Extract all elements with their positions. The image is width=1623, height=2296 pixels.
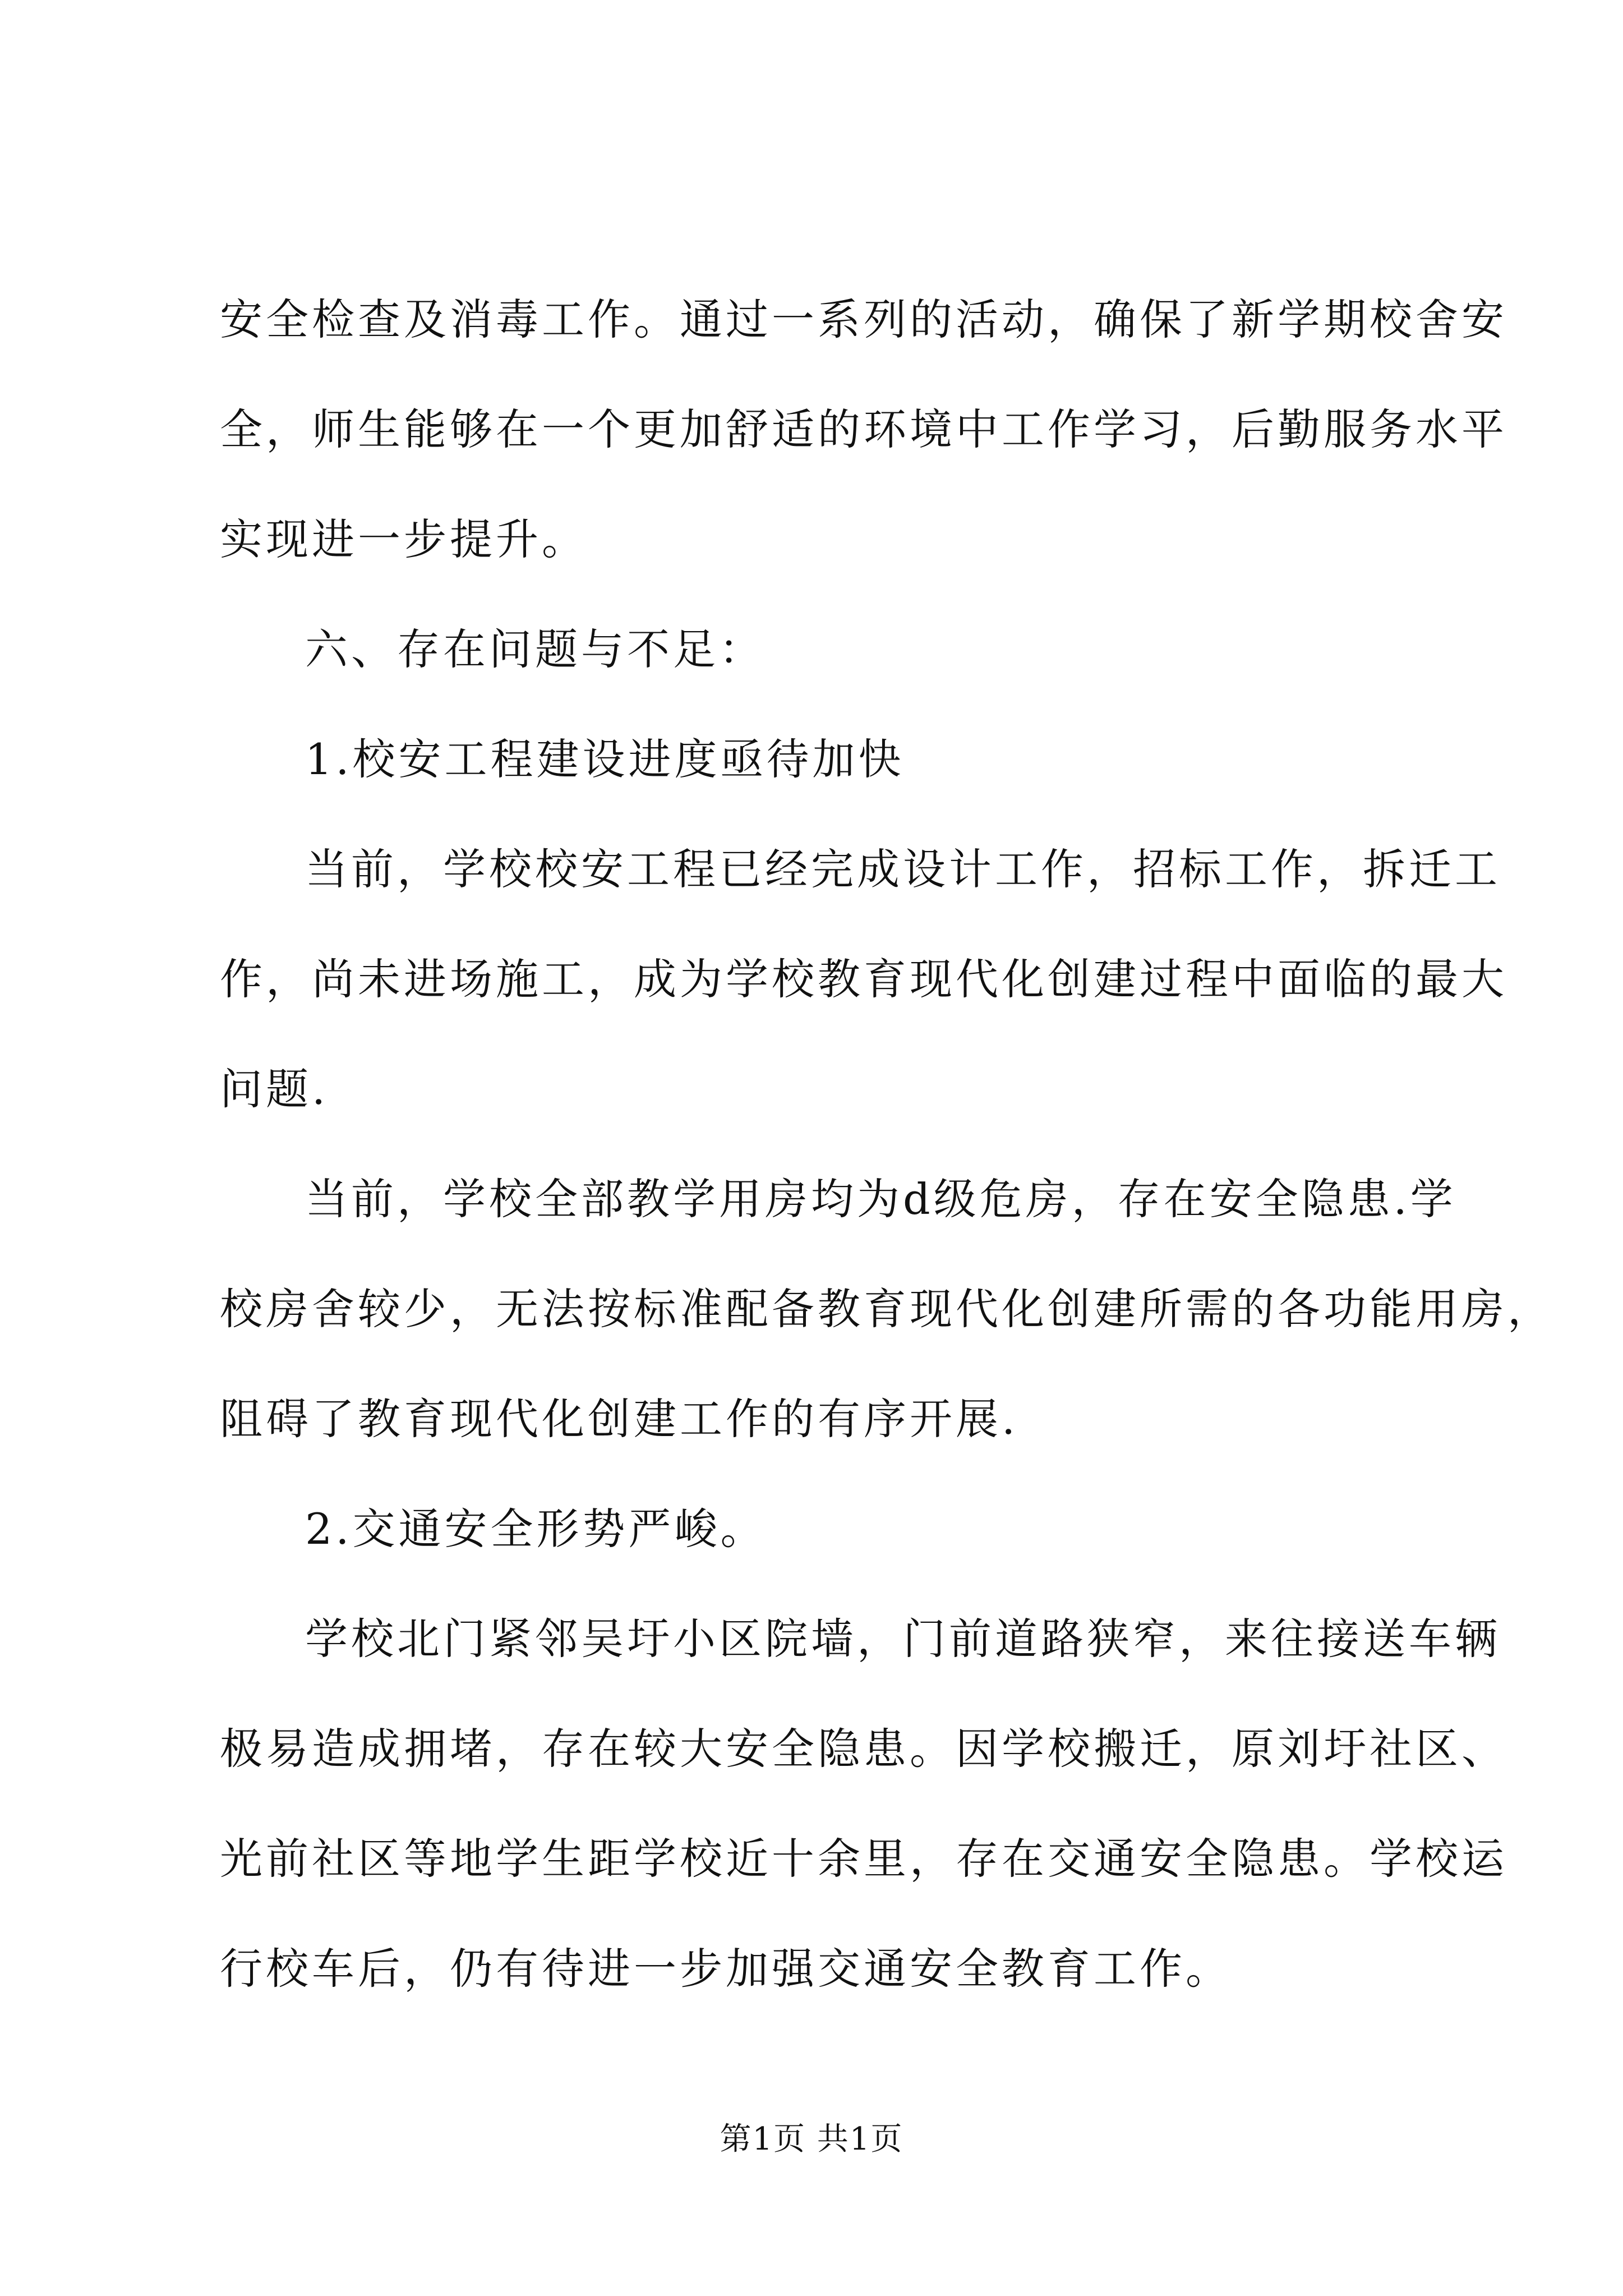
section-heading-problems: 六、存在问题与不足： [305,624,765,674]
text-line-11: 阻碍了教育现代化创建工作的有序开展. [220,1394,1019,1444]
text-line-9: 当前，学校全部教学用房均为d级危房，存在安全隐患.学 [305,1174,1456,1224]
subheading-2: 2.交通安全形势严峻。 [305,1504,767,1554]
text-line-10: 校房舍较少，无法按标准配备教育现代化创建所需的各功能用房， [220,1284,1553,1334]
text-line-7: 作，尚未进场施工，成为学校教育现代化创建过程中面临的最大 [220,954,1507,1004]
text-line-8: 问题. [220,1064,329,1114]
text-line-2: 全，师生能够在一个更加舒适的环境中工作学习，后勤服务水平 [220,404,1507,454]
text-line-14: 极易造成拥堵，存在较大安全隐患。因学校搬迁，原刘圩社区、 [220,1724,1507,1774]
text-line-13: 学校北门紧邻吴圩小区院墙，门前道路狭窄，来往接送车辆 [305,1614,1501,1664]
body-text [220,292,1553,2051]
text-line-1: 安全检查及消毒工作。通过一系列的活动，确保了新学期校舍安 [220,295,1507,344]
text-line-6: 当前，学校校安工程已经完成设计工作，招标工作，拆迁工 [305,844,1501,894]
text-line-15: 光前社区等地学生距学校近十余里，存在交通安全隐患。学校运 [220,1834,1507,1884]
page-footer: 第1页 共1页 [720,2121,903,2157]
subheading-1: 1.校安工程建设进度亟待加快 [305,734,905,784]
text-line-16: 行校车后，仍有待进一步加强交通安全教育工作。 [220,1944,1232,1994]
text-line-3: 实现进一步提升。 [220,514,588,564]
